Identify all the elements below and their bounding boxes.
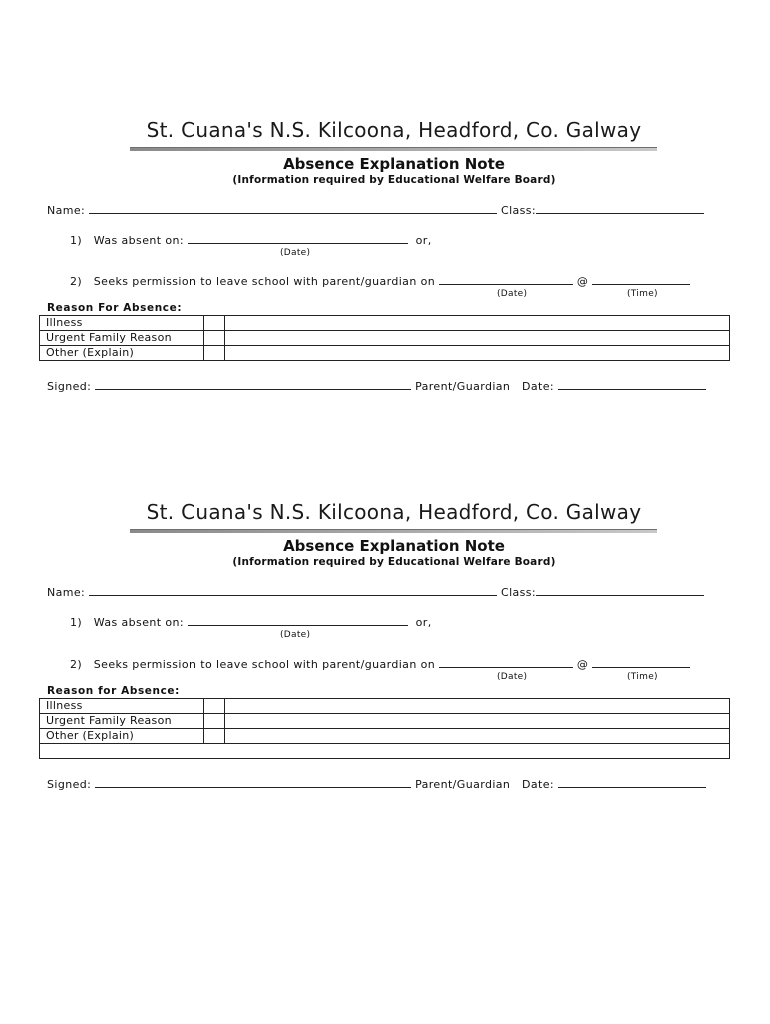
header-rule [130, 529, 657, 533]
leave-date-field[interactable] [439, 657, 573, 668]
item-number: 2) [70, 275, 83, 288]
signature-date-field[interactable] [558, 379, 706, 390]
name-label: Name: [47, 204, 86, 217]
at-symbol: @ [576, 275, 589, 288]
absent-date-field[interactable] [188, 615, 408, 626]
reason-checkbox[interactable] [204, 729, 225, 744]
class-field[interactable] [536, 585, 704, 596]
school-name: St. Cuana's N.S. Kilcoona, Headford, Co. Galway [146, 118, 642, 142]
leave-time-field[interactable] [592, 274, 690, 285]
table-row [40, 316, 730, 331]
absent-on-label: Was absent on: [93, 234, 184, 247]
form-subtitle: (Information required by Educational Welfare Board) [232, 174, 556, 186]
or-label: or, [415, 616, 432, 629]
table-row [40, 346, 730, 361]
signature-field[interactable] [95, 777, 411, 788]
absent-date-field[interactable] [188, 233, 408, 244]
parent-guardian-label: Parent/Guardian [415, 778, 511, 791]
item-number: 1) [70, 234, 83, 247]
reason-table [39, 315, 730, 361]
signed-label: Signed: [47, 380, 92, 393]
reason-family: Urgent Family Reason [40, 714, 204, 729]
item-number: 1) [70, 616, 83, 629]
table-row [40, 699, 730, 714]
reason-checkbox[interactable] [204, 699, 225, 714]
reason-checkbox[interactable] [204, 346, 225, 361]
reason-detail-field[interactable] [225, 699, 730, 714]
reason-checkbox[interactable] [204, 331, 225, 346]
class-field[interactable] [536, 203, 704, 214]
reason-table [39, 698, 730, 759]
absent-on-row [70, 615, 432, 629]
table-row [40, 714, 730, 729]
name-row [47, 203, 704, 217]
name-row [47, 585, 704, 599]
reason-detail-field[interactable] [225, 714, 730, 729]
parent-guardian-label: Parent/Guardian [415, 380, 511, 393]
leave-permission-row [70, 657, 690, 671]
leave-permission-row [70, 274, 690, 288]
item-number: 2) [70, 658, 83, 671]
form-subtitle: (Information required by Educational Welfare Board) [232, 556, 556, 568]
name-label: Name: [47, 586, 86, 599]
school-name: St. Cuana's N.S. Kilcoona, Headford, Co. Galway [146, 500, 642, 524]
date-hint: (Date) [497, 289, 528, 299]
reason-detail-field[interactable] [225, 331, 730, 346]
leave-permission-label: Seeks permission to leave school with parent/guardian on [93, 658, 436, 671]
absent-on-row [70, 233, 432, 247]
reason-heading: Reason For Absence: [47, 302, 183, 314]
name-field[interactable] [89, 585, 497, 596]
class-label: Class: [500, 204, 537, 217]
time-hint: (Time) [627, 289, 658, 299]
leave-permission-label: Seeks permission to leave school with parent/guardian on [93, 275, 436, 288]
date-hint: (Date) [280, 248, 311, 258]
reason-detail-field[interactable] [225, 346, 730, 361]
time-hint: (Time) [627, 672, 658, 682]
signature-field[interactable] [95, 379, 411, 390]
table-row [40, 729, 730, 744]
reason-family: Urgent Family Reason [40, 331, 204, 346]
absence-form-1 [0, 118, 770, 418]
at-symbol: @ [576, 658, 589, 671]
absent-on-label: Was absent on: [93, 616, 184, 629]
signature-row [47, 777, 706, 791]
signature-date-field[interactable] [558, 777, 706, 788]
date-label: Date: [522, 778, 555, 791]
signature-row [47, 379, 706, 393]
reason-other: Other (Explain) [40, 729, 204, 744]
other-explain-field[interactable] [40, 744, 730, 759]
signed-label: Signed: [47, 778, 92, 791]
form-title: Absence Explanation Note [283, 537, 505, 555]
reason-checkbox[interactable] [204, 316, 225, 331]
reason-heading: Reason for Absence: [47, 685, 180, 697]
leave-time-field[interactable] [592, 657, 690, 668]
reason-illness: Illness [40, 699, 204, 714]
absence-form-2 [0, 500, 770, 800]
reason-detail-field[interactable] [225, 316, 730, 331]
name-field[interactable] [89, 203, 497, 214]
leave-date-field[interactable] [439, 274, 573, 285]
date-hint: (Date) [497, 672, 528, 682]
reason-illness: Illness [40, 316, 204, 331]
table-row [40, 744, 730, 759]
table-row [40, 331, 730, 346]
class-label: Class: [500, 586, 537, 599]
reason-detail-field[interactable] [225, 729, 730, 744]
date-label: Date: [522, 380, 555, 393]
or-label: or, [415, 234, 432, 247]
form-title: Absence Explanation Note [283, 155, 505, 173]
date-hint: (Date) [280, 630, 311, 640]
reason-other: Other (Explain) [40, 346, 204, 361]
header-rule [130, 147, 657, 151]
reason-checkbox[interactable] [204, 714, 225, 729]
